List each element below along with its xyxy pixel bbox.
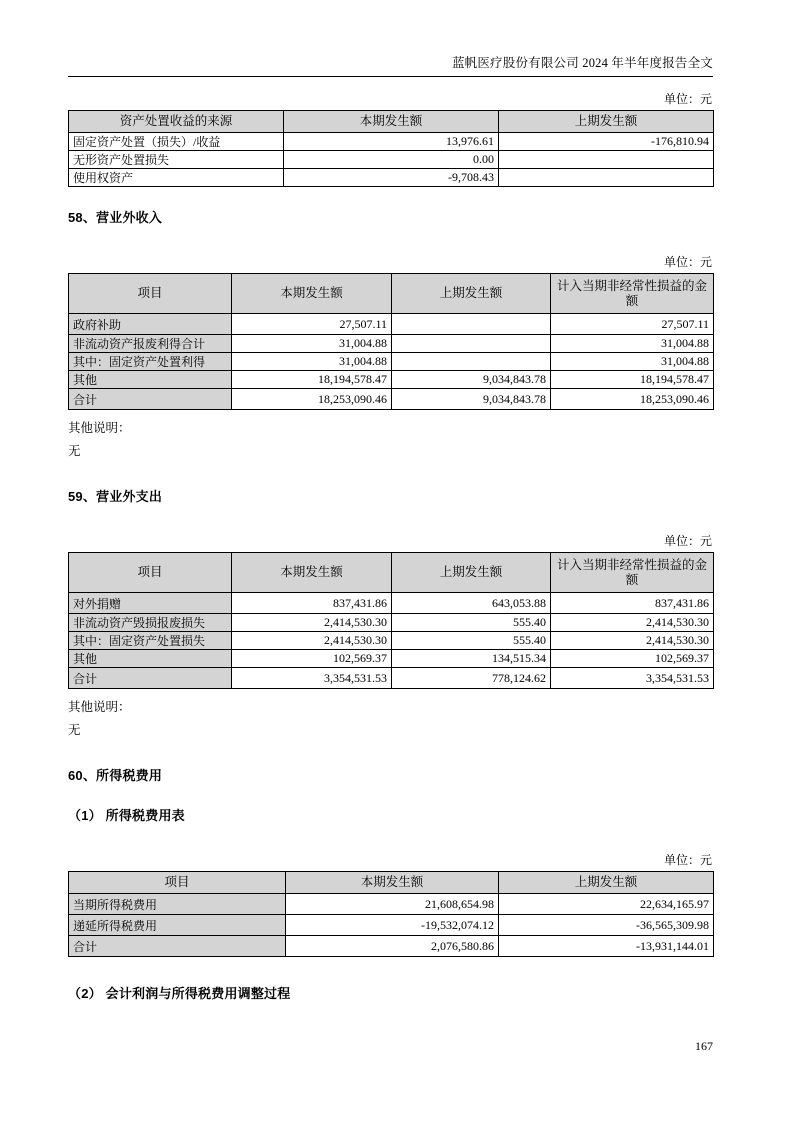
row-label: 其他: [69, 371, 232, 389]
row-current-value: 2,076,580.86: [286, 936, 499, 957]
row-nonrecurring-value: 102,569.37: [551, 650, 714, 668]
row-label: 非流动资产毁损报废损失: [69, 614, 232, 632]
row-previous-value: 778,124.62: [392, 668, 551, 689]
column-header-current: 本期发生额: [284, 111, 499, 133]
table-row: [69, 650, 714, 668]
table-row: [69, 894, 714, 915]
row-previous-value: [499, 151, 714, 169]
column-header-previous: 上期发生额: [499, 111, 714, 133]
table-row: [69, 632, 714, 650]
table-row-total: [69, 389, 714, 410]
row-nonrecurring-value: 2,414,530.30: [551, 614, 714, 632]
unit-label-asset-disposal: 单位：元: [663, 92, 712, 106]
row-previous-value: 555.40: [392, 614, 551, 632]
row-label: 非流动资产报废利得合计: [69, 335, 232, 353]
row-label: 递延所得税费用: [69, 915, 286, 936]
row-current-value: 13,976.61: [284, 133, 499, 151]
table-row: [69, 314, 714, 335]
row-current-value: 18,253,090.46: [232, 389, 392, 410]
row-label: 无形资产处置损失: [69, 151, 284, 169]
table-row: [69, 915, 714, 936]
row-nonrecurring-value: 18,253,090.46: [551, 389, 714, 410]
table-asset-disposal: [68, 110, 714, 187]
row-current-value: 2,414,530.30: [232, 632, 392, 650]
row-label: 其中：固定资产处置利得: [69, 353, 232, 371]
row-previous-value: 555.40: [392, 632, 551, 650]
row-previous-value: [392, 353, 551, 371]
section-title-59: 59、营业外支出: [68, 489, 163, 504]
row-label: 合计: [69, 389, 232, 410]
column-header-current: 本期发生额: [232, 553, 392, 593]
row-previous-value: [499, 169, 714, 187]
subsection-title-60-2: （2） 会计利润与所得税费用调整过程: [68, 986, 291, 1001]
table-header-row: [69, 872, 714, 894]
row-previous-value: [392, 335, 551, 353]
column-header-source: 资产处置收益的来源: [69, 111, 284, 133]
unit-label-58: 单位：元: [663, 255, 712, 269]
table-row: [69, 335, 714, 353]
row-nonrecurring-value: 3,354,531.53: [551, 668, 714, 689]
subsection-title-60-1: （1） 所得税费用表: [68, 808, 185, 823]
row-current-value: 27,507.11: [232, 314, 392, 335]
table-row: [69, 593, 714, 614]
table-row: [69, 169, 714, 187]
table-income-tax-expense: [68, 871, 714, 957]
running-header: 蓝帆医疗股份有限公司 2024 年半年度报告全文: [451, 56, 713, 70]
other-notes-label-59: 其他说明：: [68, 700, 131, 714]
column-header-current: 本期发生额: [232, 274, 392, 314]
other-notes-label-58: 其他说明：: [68, 421, 131, 435]
row-previous-value: -176,810.94: [499, 133, 714, 151]
row-previous-value: -13,931,144.01: [499, 936, 714, 957]
row-label: 其中：固定资产处置损失: [69, 632, 232, 650]
row-nonrecurring-value: 2,414,530.30: [551, 632, 714, 650]
column-header-previous: 上期发生额: [392, 553, 551, 593]
page-number: 167: [695, 1039, 713, 1053]
row-nonrecurring-value: 27,507.11: [551, 314, 714, 335]
row-nonrecurring-value: 31,004.88: [551, 353, 714, 371]
column-header-current: 本期发生额: [286, 872, 499, 894]
row-previous-value: 9,034,843.78: [392, 389, 551, 410]
row-current-value: 102,569.37: [232, 650, 392, 668]
row-current-value: 18,194,578.47: [232, 371, 392, 389]
column-header-item: 项目: [69, 274, 232, 314]
page-content: [68, 92, 713, 1003]
other-notes-value-58: 无: [68, 444, 81, 458]
row-current-value: 31,004.88: [232, 353, 392, 371]
table-row-total: [69, 668, 714, 689]
row-previous-value: 643,053.88: [392, 593, 551, 614]
row-current-value: -19,532,074.12: [286, 915, 499, 936]
row-current-value: 2,414,530.30: [232, 614, 392, 632]
row-previous-value: 22,634,165.97: [499, 894, 714, 915]
column-header-nonrecurring: 计入当期非经常性损益的金额: [551, 553, 714, 593]
header-rule: [68, 76, 713, 77]
table-header-row: [69, 553, 714, 593]
table-row-total: [69, 936, 714, 957]
column-header-previous: 上期发生额: [499, 872, 714, 894]
table-row: [69, 353, 714, 371]
column-header-nonrecurring: 计入当期非经常性损益的金额: [551, 274, 714, 314]
row-previous-value: -36,565,309.98: [499, 915, 714, 936]
row-current-value: 21,608,654.98: [286, 894, 499, 915]
row-nonrecurring-value: 18,194,578.47: [551, 371, 714, 389]
row-label: 合计: [69, 936, 286, 957]
row-label: 对外捐赠: [69, 593, 232, 614]
row-label: 使用权资产: [69, 169, 284, 187]
row-previous-value: 9,034,843.78: [392, 371, 551, 389]
row-label: 其他: [69, 650, 232, 668]
row-current-value: 837,431.86: [232, 593, 392, 614]
row-label: 政府补助: [69, 314, 232, 335]
unit-label-60-1: 单位：元: [663, 853, 712, 867]
row-nonrecurring-value: 837,431.86: [551, 593, 714, 614]
column-header-item: 项目: [69, 553, 232, 593]
table-row: [69, 133, 714, 151]
row-current-value: 3,354,531.53: [232, 668, 392, 689]
row-current-value: -9,708.43: [284, 169, 499, 187]
table-non-operating-expense: [68, 552, 714, 689]
table-row: [69, 151, 714, 169]
table-header-row: [69, 274, 714, 314]
row-current-value: 31,004.88: [232, 335, 392, 353]
row-label: 固定资产处置（损失）/收益: [69, 133, 284, 151]
row-nonrecurring-value: 31,004.88: [551, 335, 714, 353]
column-header-item: 项目: [69, 872, 286, 894]
row-current-value: 0.00: [284, 151, 499, 169]
other-notes-value-59: 无: [68, 723, 81, 737]
row-previous-value: [392, 314, 551, 335]
table-header-row: [69, 111, 714, 133]
section-title-58: 58、营业外收入: [68, 210, 163, 225]
table-non-operating-income: [68, 273, 714, 410]
table-row: [69, 614, 714, 632]
row-previous-value: 134,515.34: [392, 650, 551, 668]
column-header-previous: 上期发生额: [392, 274, 551, 314]
section-title-60: 60、所得税费用: [68, 768, 163, 783]
unit-label-59: 单位：元: [663, 534, 712, 548]
table-row: [69, 371, 714, 389]
row-label: 合计: [69, 668, 232, 689]
row-label: 当期所得税费用: [69, 894, 286, 915]
